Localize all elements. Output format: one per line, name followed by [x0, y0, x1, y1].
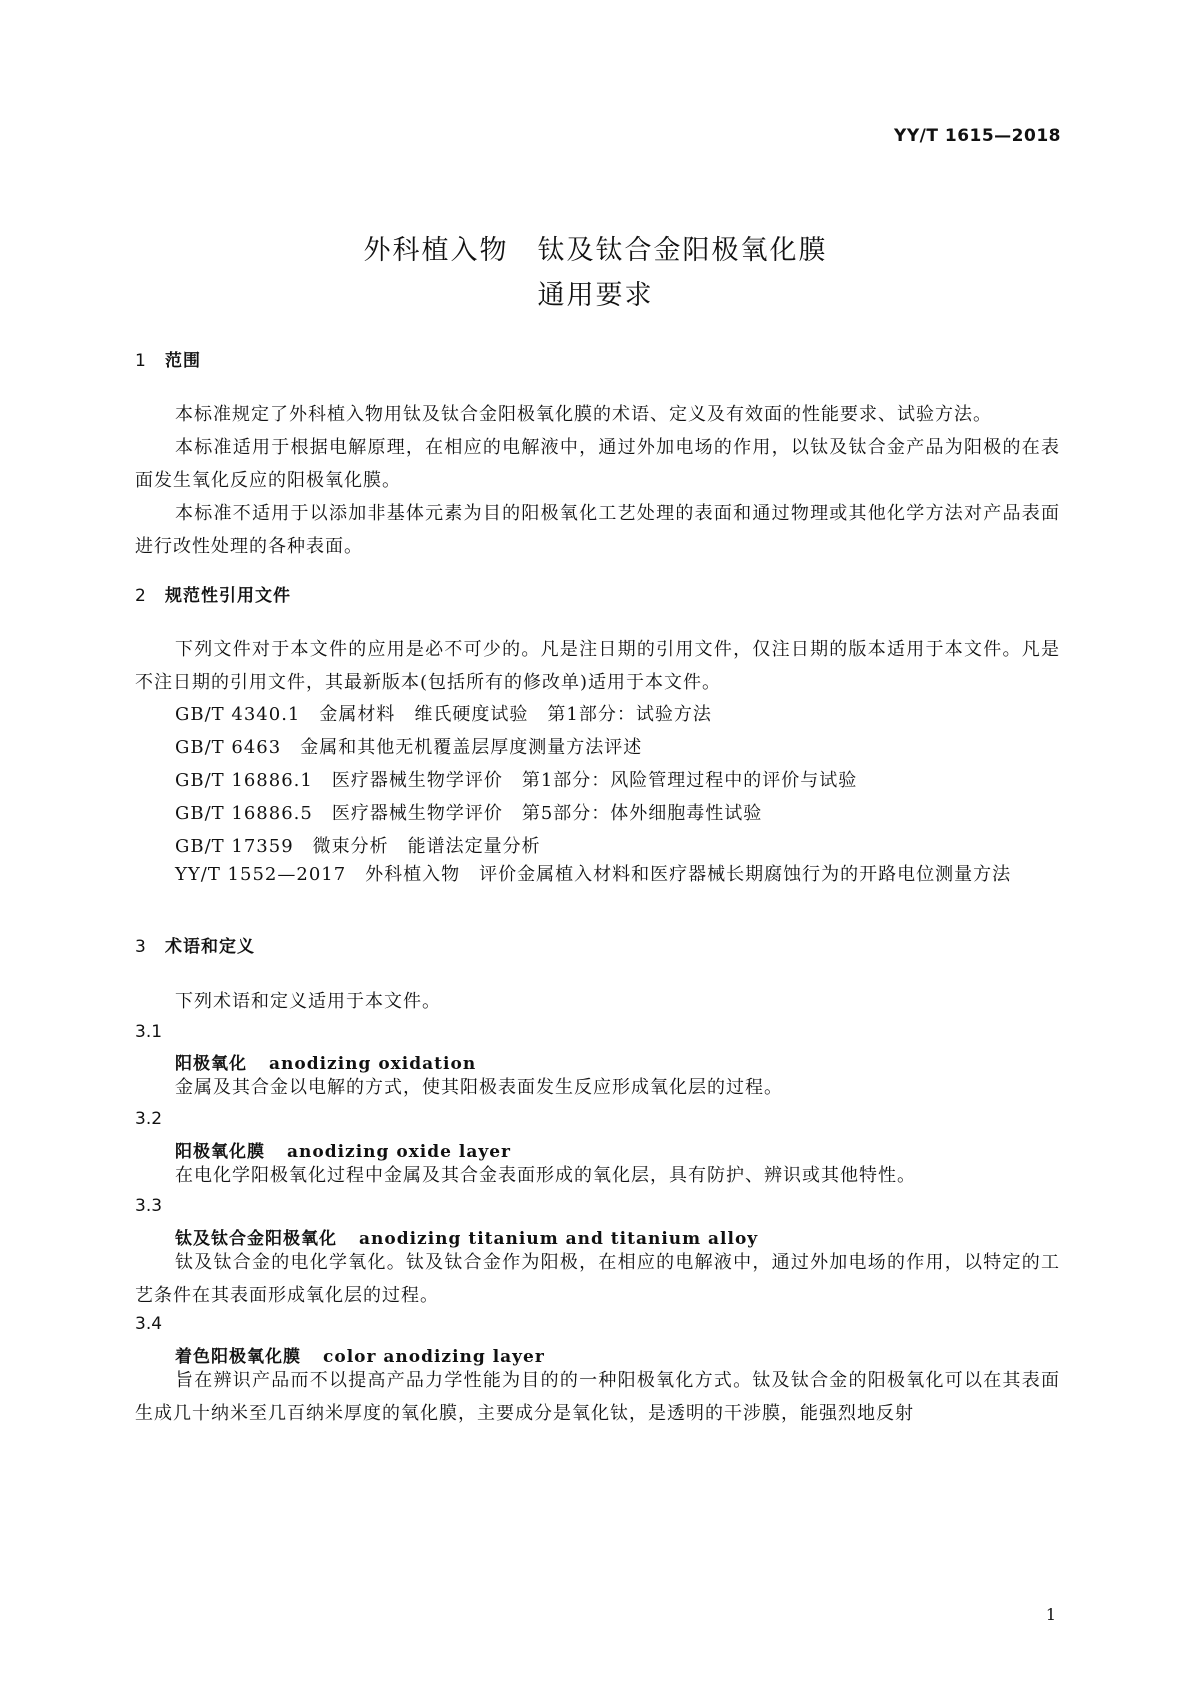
references-intro: 下列文件对于本文件的应用是必不可少的。凡是注日期的引用文件，仅注日期的版本适用于本文件。凡是不注日期的引用文件，其最新版本(包括所有的修改单)适用于本文件。 [135, 639, 1060, 693]
term-number: 3.1 [135, 1022, 163, 1042]
reference-item: YY/T 1552—2017 外科植入物 评价金属植入材料和医疗器械长期腐蚀行为的开路电位测量方法 [175, 864, 1012, 885]
term-definition: 钛及钛合金的电化学氧化。钛及钛合金作为阳极，在相应的电解液中，通过外加电场的作用，以特定的工艺条件在其表面形成氧化层的过程。 [135, 1252, 1060, 1306]
section-title: 规范性引用文件 [165, 586, 291, 606]
terms-intro: 下列术语和定义适用于本文件。 [175, 991, 441, 1012]
term-number: 3.2 [135, 1109, 163, 1129]
reference-item: GB/T 6463 金属和其他无机覆盖层厚度测量方法评述 [175, 737, 643, 758]
term-definition: 旨在辨识产品而不以提高产品力学性能为目的的一种阳极氧化方式。钛及钛合金的阳极氧化可以在其表面生成几十纳米至几百纳米厚度的氧化膜，主要成分是氧化钛，是透明的干涉膜，能强烈地反射 [135, 1370, 1060, 1424]
document-title-line2: 通用要求 [537, 280, 654, 311]
term-english: anodizing oxidation [269, 1054, 477, 1074]
section-heading-normative-references [135, 581, 291, 606]
reference-item: GB/T 16886.5 医疗器械生物学评价 第5部分：体外细胞毒性试验 [175, 803, 763, 824]
scope-paragraph-1: 本标准规定了外科植入物用钛及钛合金阳极氧化膜的术语、定义及有效面的性能要求、试验方法。 [175, 404, 992, 425]
term-chinese: 阳极氧化膜 [175, 1142, 265, 1162]
section-heading-terms-definitions [135, 932, 255, 957]
section-title: 范围 [165, 351, 201, 371]
page-number: 1 [1045, 1605, 1056, 1624]
term-definition: 在电化学阳极氧化过程中金属及其合金表面形成的氧化层，具有防护、辨识或其他特性。 [175, 1165, 916, 1186]
term-number: 3.3 [135, 1196, 163, 1216]
section-heading-scope [135, 346, 201, 371]
term-english: color anodizing layer [323, 1347, 545, 1367]
section-number: 3 [135, 937, 147, 957]
section-number: 2 [135, 586, 147, 606]
reference-item: GB/T 16886.1 医疗器械生物学评价 第1部分：风险管理过程中的评价与试验 [175, 770, 858, 791]
reference-item: GB/T 4340.1 金属材料 维氏硬度试验 第1部分：试验方法 [175, 704, 712, 725]
standard-code: YY/T 1615—2018 [894, 126, 1061, 146]
term-chinese: 钛及钛合金阳极氧化 [175, 1229, 337, 1249]
term-number: 3.4 [135, 1314, 163, 1334]
document-title-line1: 外科植入物 钛及钛合金阳极氧化膜 [363, 235, 828, 266]
term-chinese: 着色阳极氧化膜 [175, 1347, 301, 1367]
term-english: anodizing titanium and titanium alloy [359, 1229, 759, 1249]
term-english: anodizing oxide layer [287, 1142, 512, 1162]
scope-paragraph-3: 本标准不适用于以添加非基体元素为目的阳极氧化工艺处理的表面和通过物理或其他化学方法对产品表面进行改性处理的各种表面。 [135, 503, 1060, 557]
term-definition: 金属及其合金以电解的方式，使其阳极表面发生反应形成氧化层的过程。 [175, 1077, 783, 1098]
scope-paragraph-2: 本标准适用于根据电解原理，在相应的电解液中，通过外加电场的作用，以钛及钛合金产品为阳极的在表面发生氧化反应的阳极氧化膜。 [135, 437, 1060, 491]
section-title: 术语和定义 [165, 937, 255, 957]
reference-item: GB/T 17359 微束分析 能谱法定量分析 [175, 836, 541, 857]
section-number: 1 [135, 351, 147, 371]
term-chinese: 阳极氧化 [175, 1054, 247, 1074]
